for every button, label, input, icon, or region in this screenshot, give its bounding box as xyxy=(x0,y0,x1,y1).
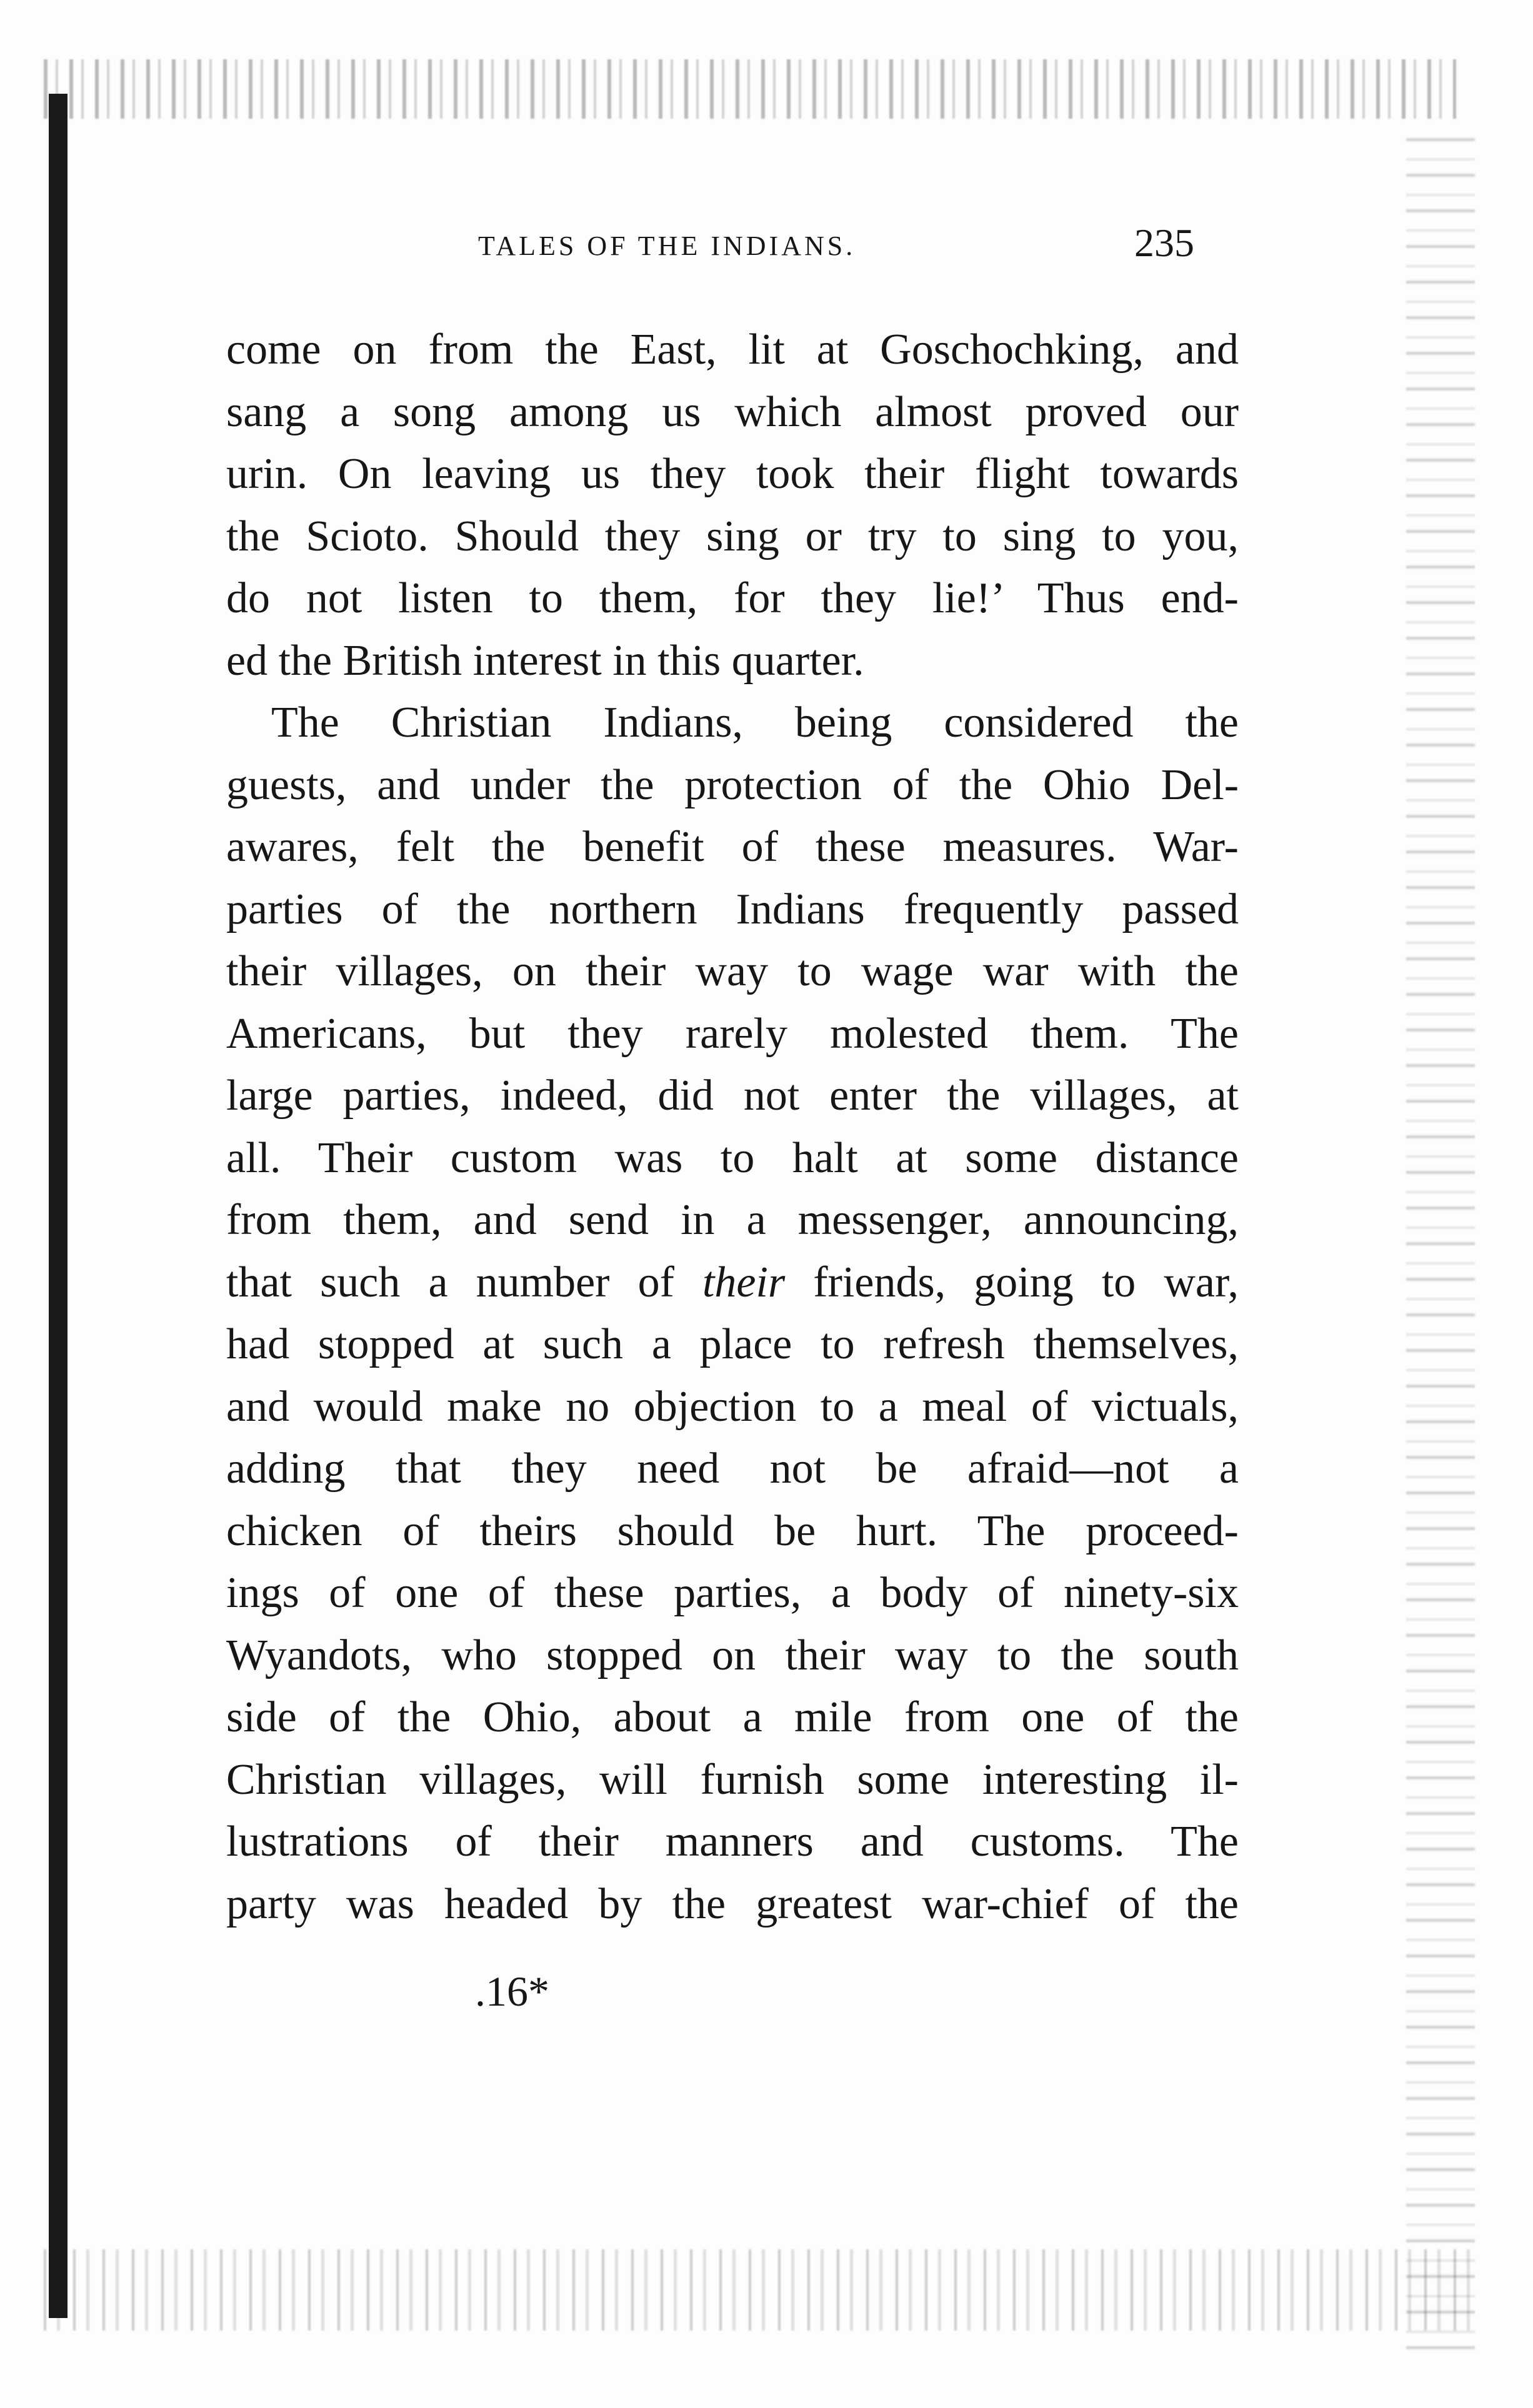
text-line: Christian villages, will furnish some interesting il- xyxy=(226,1755,1239,1804)
text-line: Wyandots, who stopped on their way to the south xyxy=(226,1631,1239,1679)
text-line: awares, felt the benefit of these measures. War- xyxy=(226,823,1239,871)
text-line: urin. On leaving us they took their flight towards xyxy=(226,450,1239,498)
text-line: ed the British interest in this quarter. xyxy=(226,636,864,685)
text-line: adding that they need not be afraid—not a xyxy=(226,1445,1239,1493)
text-line: and would make no objection to a meal of victuals, xyxy=(226,1382,1239,1431)
text-line: chicken of theirs should be hurt. The proceed- xyxy=(226,1506,1239,1555)
text-segment: that such a number of xyxy=(226,1258,702,1306)
scan-edge-noise-right xyxy=(1406,125,1475,2349)
scan-edge-noise-top xyxy=(44,59,1456,119)
running-title: TALES OF THE INDIANS. xyxy=(478,231,856,261)
text-line: sang a song among us which almost proved our xyxy=(226,387,1239,436)
text-line: lustrations of their manners and customs. The xyxy=(226,1818,1239,1866)
scan-edge-noise-bottom xyxy=(44,2249,1475,2331)
text-line: their villages, on their way to wage war with the xyxy=(226,947,1239,995)
text-line: had stopped at such a place to refresh themselves, xyxy=(226,1320,1239,1368)
text-line: parties of the northern Indians frequently passed xyxy=(226,885,1239,933)
italic-word: their xyxy=(702,1258,786,1306)
body-text xyxy=(226,319,1239,1935)
paragraph-start-line: The Christian Indians, being considered the xyxy=(271,699,1239,747)
text-line-with-italic xyxy=(226,1251,1239,1314)
text-line: all. Their custom was to halt at some distance xyxy=(226,1133,1239,1182)
text-line: ings of one of these parties, a body of ninety-six xyxy=(226,1569,1239,1617)
text-line: party was headed by the greatest war-chief of the xyxy=(226,1879,1239,1928)
text-line: large parties, indeed, did not enter the villages, at xyxy=(226,1072,1239,1120)
text-segment: friends, going to war, xyxy=(785,1258,1239,1306)
text-line: side of the Ohio, about a mile from one of the xyxy=(226,1693,1239,1741)
text-line: the Scioto. Should they sing or try to sing to you, xyxy=(226,512,1239,560)
text-line: guests, and under the protection of the Ohio Del- xyxy=(226,760,1239,809)
text-line: come on from the East, lit at Goschochking, and xyxy=(226,326,1239,374)
text-line: Americans, but they rarely molested them. The xyxy=(226,1009,1239,1058)
binding-shadow xyxy=(49,94,67,2318)
text-line: from them, and send in a messenger, announcing, xyxy=(226,1196,1239,1244)
text-line: do not listen to them, for they lie!’ Thus end- xyxy=(226,574,1239,622)
page-number: 235 xyxy=(1134,221,1194,265)
signature-mark: .16* xyxy=(475,1968,549,2015)
